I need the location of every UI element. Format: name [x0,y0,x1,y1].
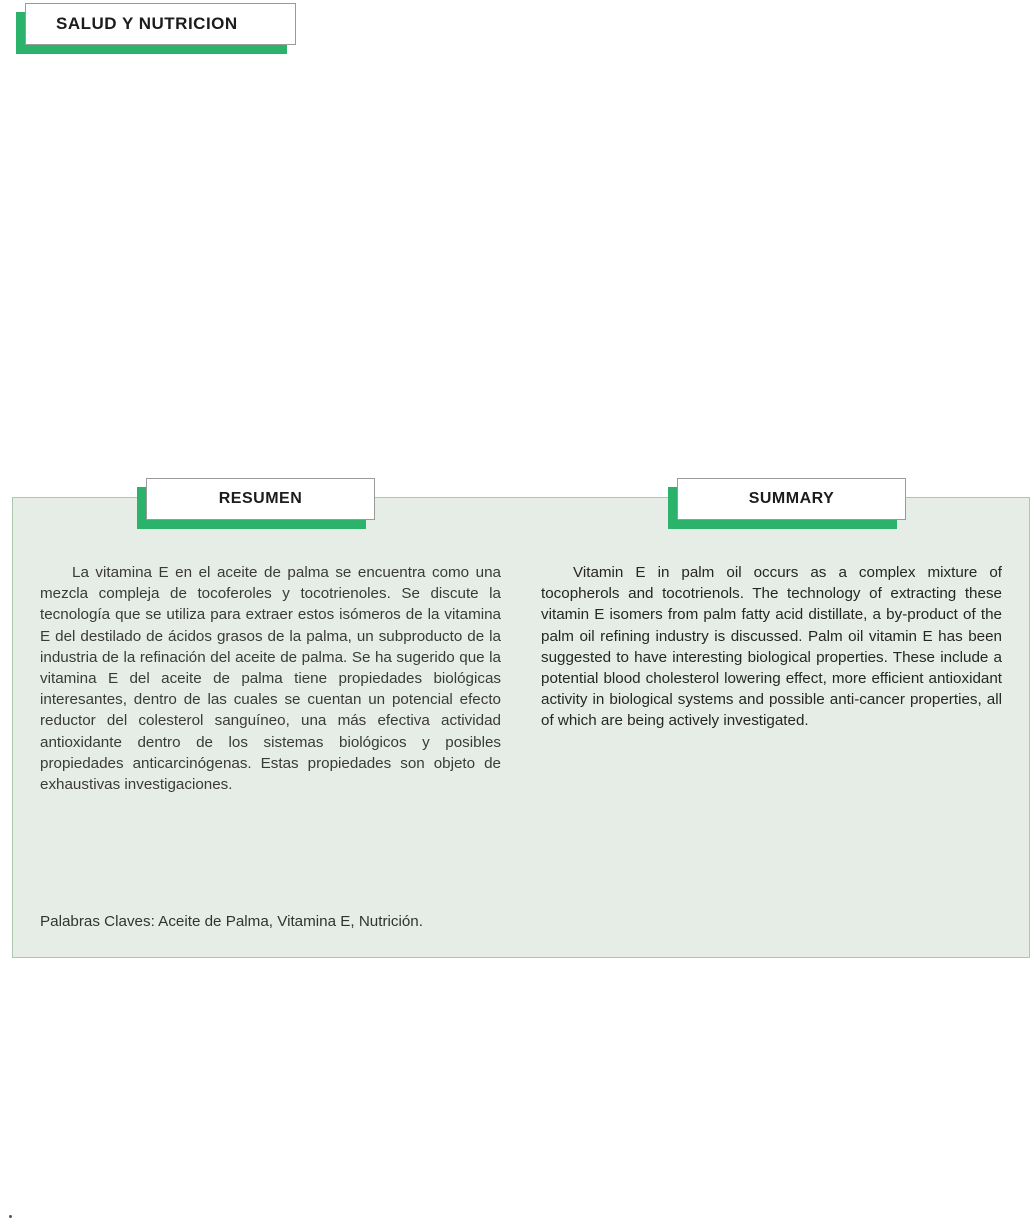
page-speck [9,1215,12,1218]
summary-text: Vitamin E in palm oil occurs as a complex mixture of tocopherols and tocotrienols. The technology of extracting these vitamin E isomers from palm fatty acid distillate, a by-product of the palm oil refining industry is discussed. Palm oil vitamin E has been suggested to have interesting biological properties. These include a potential blood cholesterol lowering effect, more efficient antioxidant activity in biological systems and possible anti-cancer properties, all of which are being actively investigated. [541,564,1002,730]
resumen-heading: RESUMEN [146,478,375,520]
section-label: SALUD Y NUTRICION [25,3,296,45]
keywords: Palabras Claves: Aceite de Palma, Vitamina E, Nutrición. [40,913,423,930]
resumen-text: La vitamina E en el aceite de palma se encuentra como una mezcla compleja de tocoferoles y tocotrienoles. Se discute la tecnología que se utiliza para extraer estos isómeros de la vitamina E del destilado de ácidos grasos de la palma, un subproducto de la industria de la refinación del aceite de palma. Se ha sugerido que la vitamina E del aceite de palma tiene propiedades biológicas interesantes, dentro de las cuales se cuentan un potencial efecto reductor del colesterol sanguíneo, una más efectiva actividad antioxidante dentro de los sistemas biológicos y posibles propiedades anticarcinógenas. Estas propiedades son objeto de exhaustivas investigaciones. [40,564,501,794]
summary-heading: SUMMARY [677,478,906,520]
